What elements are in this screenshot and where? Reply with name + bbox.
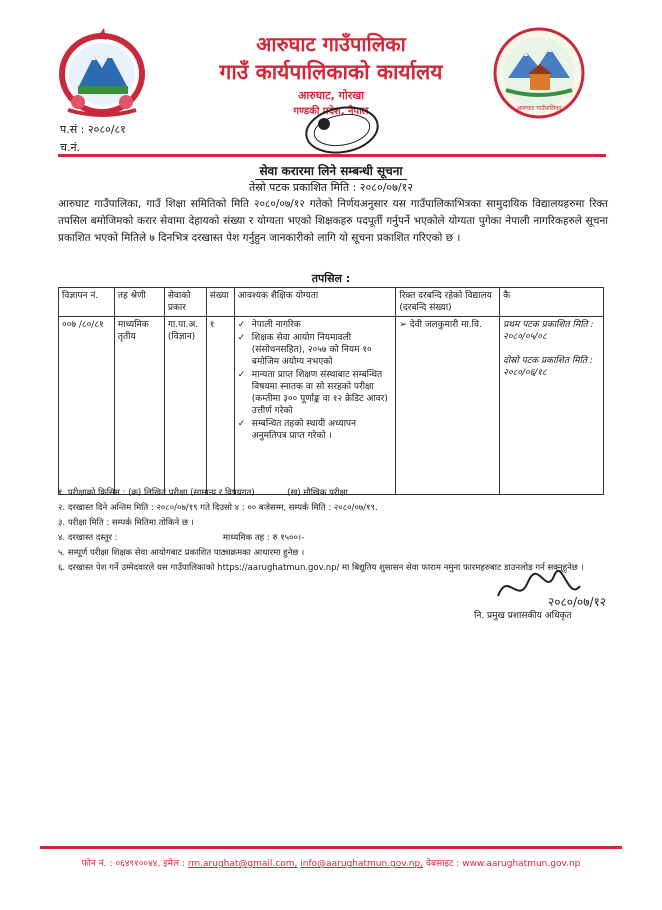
note-item: ४. दरखास्त दस्तुर : माध्यमिक तह : रु १५००।-: [58, 533, 305, 543]
svg-text:२०८०/०७/१२: २०८०/०७/१२: [548, 595, 607, 609]
municipality-logo-icon: [492, 26, 586, 120]
notes-list: [58, 486, 608, 576]
footer-email-2[interactable]: info@aarughatmun.gov.np,: [300, 859, 424, 869]
signatory-title: नि. प्रमुख प्रशासकीय अधिकृत: [474, 611, 572, 621]
note-item: १. परीक्षाको किसिम : (क) लिखित परीक्षा (सामान्य र विषयगत) (ख) मौखिक परीक्षा: [58, 488, 348, 498]
col-header-level: तह श्रेणी: [114, 288, 164, 317]
signature: [488, 566, 618, 610]
qualification-item: ✓ मान्यता प्राप्त शिक्षण संस्थाबाट सम्बन्धित विषयमा स्नातक वा सो सरहको परीक्षा (कम्तीमा ३०० पूर्णाङ्क वा १२ क्रेडिट आवर) उत्तीर्ण गरेको: [237, 370, 388, 416]
note-item: ६. दरखास्त पेश गर्ने उम्मेदवारले यस गाउँपालिकाको https://aarughatmun.gov.np/ मा बिद्युतिय शुसासन सेवा फाराम नमुना फारमहरुबाट डाउनलोड गर्न सक्नुहुनेछ ।: [58, 563, 584, 573]
footer-website[interactable]: www.aarughatmun.gov.np: [462, 859, 581, 869]
note-item: ३. परीक्षा मिति : सम्पर्क मितिमा तोकिने छ ।: [58, 518, 194, 528]
table-caption: तपसिल :: [311, 272, 351, 285]
footer: [0, 856, 662, 869]
footer-email-1[interactable]: rm.arughat@gmail.com,: [187, 859, 298, 869]
second-publish-date: २०८०/०६/१८: [503, 368, 547, 378]
publish-date: तेस्रो पटक प्रकाशित मिति : २०८०/०७/१२: [249, 181, 413, 194]
header-divider: [58, 154, 606, 157]
notice-body: आरुघाट गाउँपालिका, गाउँ शिक्षा समितिको मिति २०८०/०७/१२ गतेको निर्णयअनुसार यस गाउँपालिकाभित्रका सामुदायिक विद्यालयहरुमा रिक्त तपसिल बमोजिमको करार सेवामा देहायको संख्या र योग्यता भएको शिक्षकहरु पदपूर्ती गर्नुपर्ने भएकोले योग्यता पुगेका नेपाली नागरिकहरुले सूचना प्रकाशित भएको मितिले ७ दिनभित्र दरखास्त पेश गर्नुहुन जानकारीको लागि यो सूचना प्रकाशित गरिएको छ ।: [58, 198, 608, 244]
qualification-item: ✓ नेपाली नागरिक: [237, 320, 301, 330]
notice-title: सेवा करारमा लिने सम्बन्धी सूचना: [0, 160, 662, 180]
svg-text:आरुघाट गाउँपालिका: आरुघाट गाउँपालिका: [516, 105, 562, 112]
cell-count: १: [206, 317, 234, 495]
second-publish-label: दोस्रो पटक प्रकाशित मिति :: [503, 356, 593, 366]
checkmark-icon: ✓: [237, 419, 246, 429]
municipality-name: आरुघाट गाउँपालिका: [256, 32, 406, 56]
office-address: आरुघाट, गोरखा: [297, 89, 365, 102]
cell-qualifications: [234, 317, 396, 495]
note-item: ५. सम्पूर्ण परीक्षा शिक्षक सेवा आयोगबाट प्रकाशित पाठ्यक्रमका आधारमा हुनेछ ।: [58, 548, 305, 558]
col-header-service: सेवाको प्रकार: [164, 288, 206, 317]
cell-service: गा.पा.अ. (विज्ञान): [164, 317, 206, 495]
col-header-qualification: आवश्यक शैक्षिक योग्यता: [234, 288, 396, 317]
office-name: गाउँ कार्यपालिकाको कार्यालय: [219, 60, 443, 84]
cell-school: [396, 317, 500, 495]
col-header-remarks: कै: [500, 288, 604, 317]
province-name: गण्डकी प्रदेश, नेपाल: [293, 106, 369, 117]
cell-adv-no: ००७ /८०/८१: [59, 317, 115, 495]
checkmark-icon: ✓: [237, 333, 246, 343]
cell-level: माध्यमिक तृतीय: [114, 317, 164, 495]
first-publish-date: २०८०/०५/०८: [503, 332, 547, 342]
checkmark-icon: ✓: [237, 370, 246, 380]
school-name: देवी जलकुमारी मा.वि.: [409, 320, 482, 330]
qualification-item: ✓ सम्बन्धित तहको स्थायी अध्यापन अनुमतिपत्र प्राप्त गरेको ।: [237, 419, 357, 441]
cell-remarks: [500, 317, 604, 495]
col-header-count: संख्या: [206, 288, 234, 317]
footer-divider: [40, 846, 622, 849]
footer-email-label: इमेल :: [163, 859, 185, 869]
checkmark-icon: ✓: [237, 320, 246, 330]
footer-web-label: वेबसाइट :: [425, 859, 460, 869]
reference-number: प.सं : २०८०/८१: [60, 123, 126, 136]
footer-phone: फोन नं. : ०६४९१००४४,: [81, 859, 161, 869]
col-header-adv-no: विज्ञापन नं.: [59, 288, 115, 317]
table-row: [59, 317, 604, 495]
vacancy-table: [58, 287, 604, 495]
office-stamp-icon: [302, 104, 382, 156]
note-item: २. दरखास्त दिने अन्तिम मिति : २०८०/०७/१९ गते दिउसो ४ : ०० बजेसम्म, सम्पर्क मिति : २०८०/०७/१९.: [58, 503, 378, 513]
table-header-row: [59, 288, 604, 317]
col-header-school: रिक्त दरबन्दि रहेको विद्यालय (दरबन्दि संख्या): [396, 288, 500, 317]
first-publish-label: प्रथम पटक प्रकाशित मिति :: [503, 320, 594, 330]
qualification-item: ✓ शिक्षक सेवा आयोग नियमावली (संसोधनसहित), २०५७ को नियम १० बमोजिम अयोग्य नभएको: [237, 333, 372, 367]
dispatch-number: च.नं.: [60, 141, 81, 154]
arrow-icon: ➢: [399, 320, 407, 330]
